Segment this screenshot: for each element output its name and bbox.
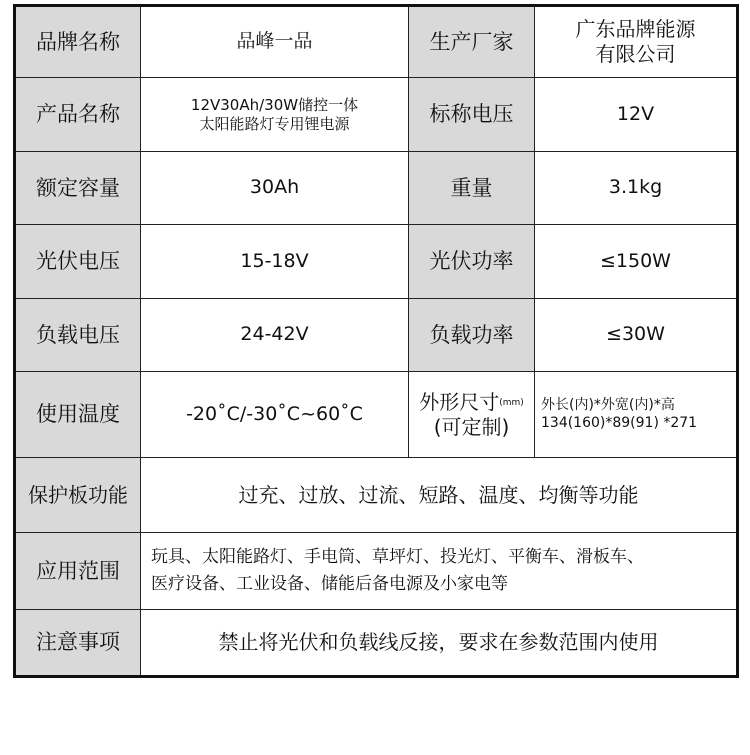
pv-power-label: 光伏功率 — [409, 225, 535, 299]
manufacturer-label: 生产厂家 — [409, 6, 535, 78]
brand-label: 品牌名称 — [15, 6, 141, 78]
dimensions-line: 134(160)*89(91) *271 — [541, 414, 698, 431]
brand-value: 品峰一品 — [141, 6, 409, 78]
weight-value: 3.1kg — [535, 152, 738, 225]
table-row — [15, 533, 738, 610]
application-label: 应用范围 — [15, 533, 141, 610]
protection-board-value: 过充、过放、过流、短路、温度、均衡等功能 — [141, 458, 738, 533]
table-row — [15, 299, 738, 372]
rated-capacity-label: 额定容量 — [15, 152, 141, 225]
notice-value: 禁止将光伏和负载线反接，要求在参数范围内使用 — [141, 610, 738, 677]
dimensions-value — [535, 372, 738, 458]
nominal-voltage-label: 标称电压 — [409, 78, 535, 152]
pv-voltage-label: 光伏电压 — [15, 225, 141, 299]
load-power-label: 负载功率 — [409, 299, 535, 372]
product-name-line: 太阳能路灯专用锂电源 — [199, 114, 350, 133]
dimensions-label-text: 外形尺寸 — [419, 389, 500, 414]
dimensions-label-sub: (可定制) — [433, 414, 510, 439]
table-row — [15, 458, 738, 533]
spec-table — [13, 4, 739, 678]
operating-temp-label: 使用温度 — [15, 372, 141, 458]
protection-board-label: 保护板功能 — [15, 458, 141, 533]
product-name-value — [141, 78, 409, 152]
product-name-line: 12V30Ah/30W储控一体 — [190, 95, 359, 114]
table-row — [15, 225, 738, 299]
manufacturer-value — [535, 6, 738, 78]
pv-voltage-value: 15-18V — [141, 225, 409, 299]
application-value — [141, 533, 738, 610]
dimensions-line: 外长(内)*外宽(内)*高 — [541, 397, 675, 413]
operating-temp-value: -20˚C/-30˚C~60˚C — [141, 372, 409, 458]
rated-capacity-value: 30Ah — [141, 152, 409, 225]
application-line: 医疗设备、工业设备、储能后备电源及小家电等 — [151, 574, 508, 594]
application-line: 玩具、太阳能路灯、手电筒、草坪灯、投光灯、平衡车、滑板车、 — [151, 546, 644, 567]
manufacturer-line: 广东品牌能源 — [575, 17, 696, 41]
load-voltage-value: 24-42V — [141, 299, 409, 372]
product-name-label: 产品名称 — [15, 78, 141, 152]
table-row — [15, 78, 738, 152]
table-row — [15, 152, 738, 225]
notice-label: 注意事项 — [15, 610, 141, 677]
table-row — [15, 6, 738, 78]
dimensions-unit: (mm) — [499, 397, 524, 408]
nominal-voltage-value: 12V — [535, 78, 738, 152]
pv-power-value: ≤150W — [535, 225, 738, 299]
dimensions-label — [409, 372, 535, 458]
dimensions-label-main — [409, 390, 534, 415]
weight-label: 重量 — [409, 152, 535, 225]
manufacturer-line: 有限公司 — [595, 42, 676, 66]
load-voltage-label: 负载电压 — [15, 299, 141, 372]
table-row — [15, 372, 738, 458]
table-row — [15, 610, 738, 677]
load-power-value: ≤30W — [535, 299, 738, 372]
